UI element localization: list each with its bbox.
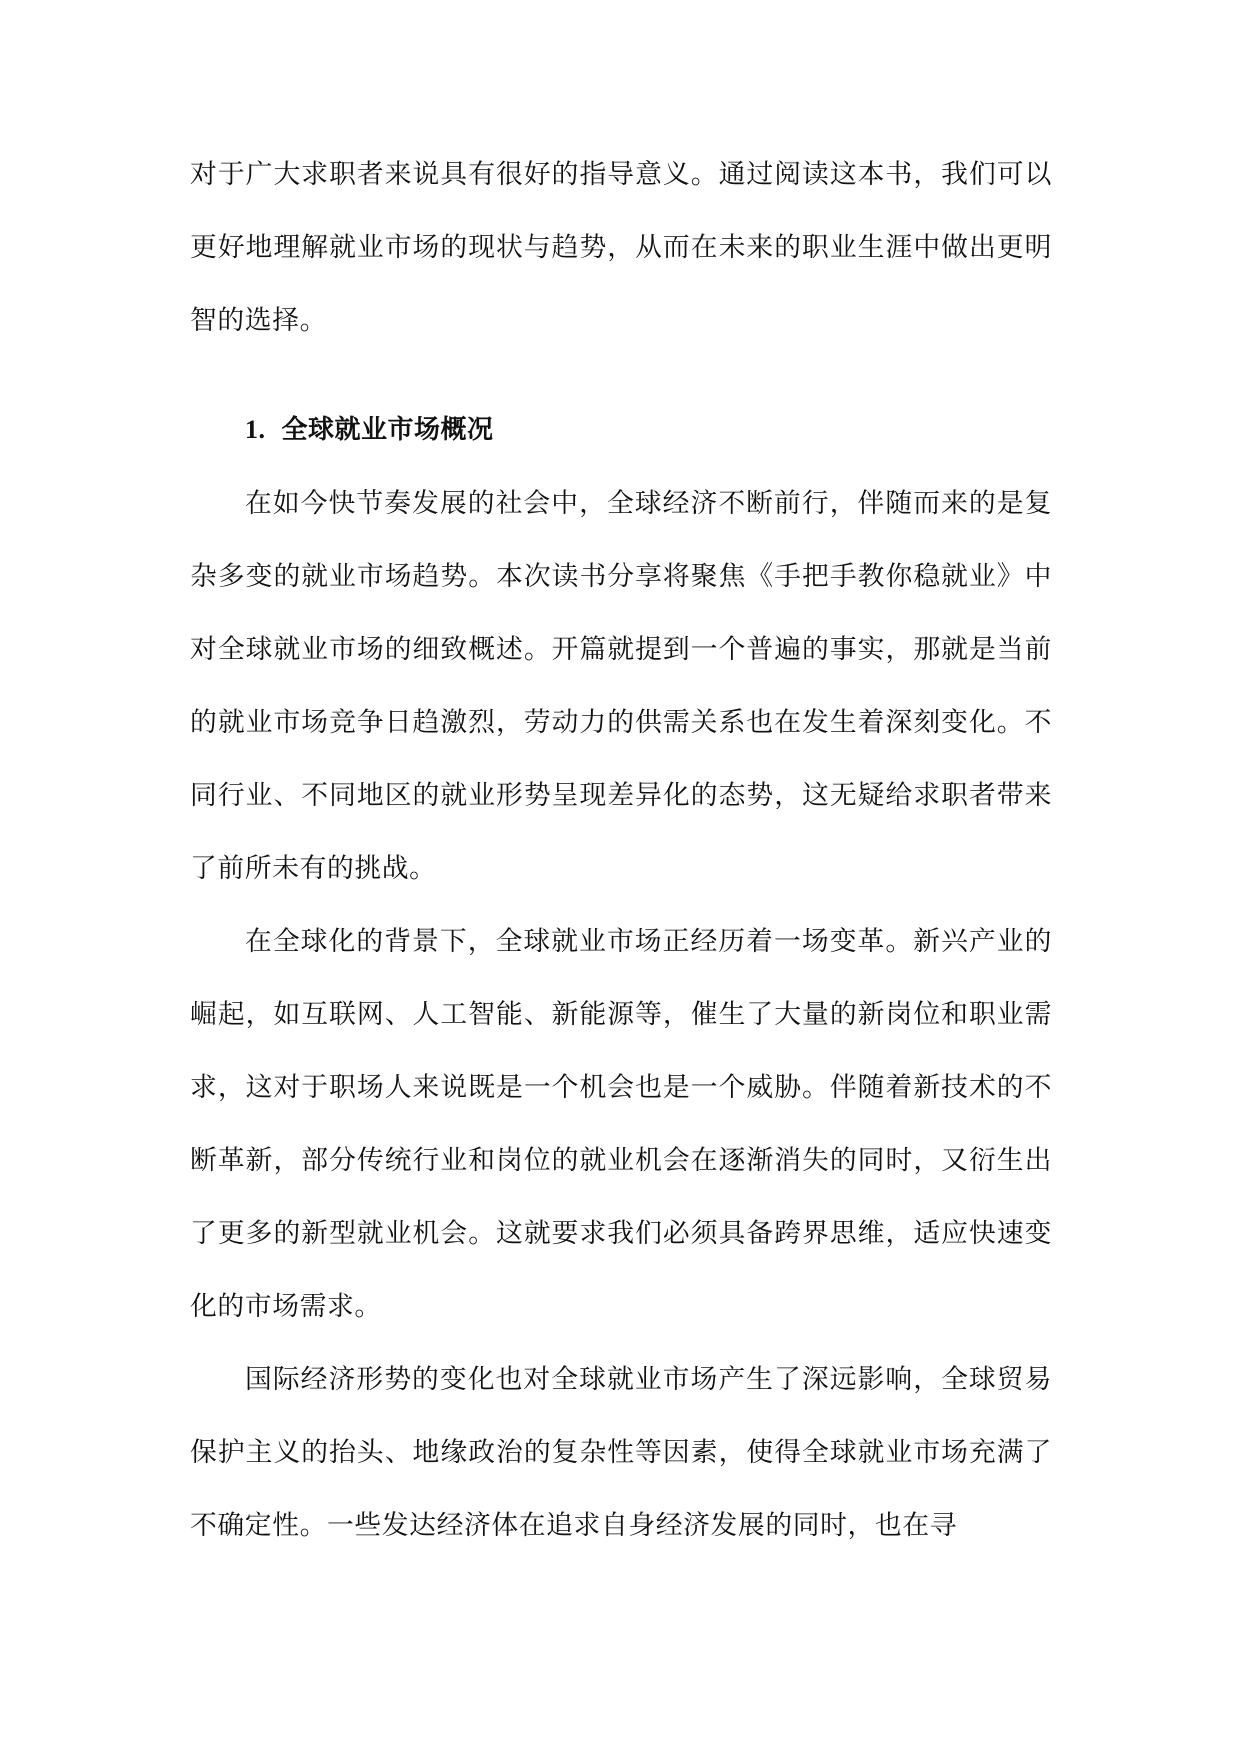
- body-paragraph: 国际经济形势的变化也对全球就业市场产生了深远影响，全球贸易保护主义的抬头、地缘政治的复杂性等因素，使得全球就业市场充满了不确定性。一些发达经济体在追求自身经济发展的同时，也在寻: [190, 1364, 1052, 1541]
- document-body: [190, 138, 1052, 1562]
- section-number: 1.: [245, 415, 266, 444]
- section-spacer: [190, 357, 1052, 393]
- body-paragraph: 在全球化的背景下，全球就业市场正经历着一场变革。新兴产业的崛起，如互联网、人工智能、新能源等，催生了大量的新岗位和职业需求，这对于职场人来说既是一个机会也是一个威胁。伴随着新技术的不断革新，部分传统行业和岗位的就业机会在逐渐消失的同时，又衍生出了更多的新型就业机会。这就要求我们必须具备跨界思维，适应快速变化的市场需求。: [190, 926, 1052, 1322]
- body-paragraph: 在如今快节奏发展的社会中，全球经济不断前行，伴随而来的是复杂多变的就业市场趋势。本次读书分享将聚焦《手把手教你稳就业》中对全球就业市场的细致概述。开篇就提到一个普遍的事实，那就是当前的就业市场竞争日趋激烈，劳动力的供需关系也在发生着深刻变化。不同行业、不同地区的就业形势呈现差异化的态势，这无疑给求职者带来了前所未有的挑战。: [190, 488, 1052, 884]
- section-heading: [190, 393, 1052, 467]
- section-title: 全球就业市场概况: [281, 415, 494, 445]
- intro-paragraph: 对于广大求职者来说具有很好的指导意义。通过阅读这本书，我们可以更好地理解就业市场的现状与趋势，从而在未来的职业生涯中做出更明智的选择。: [190, 159, 1052, 336]
